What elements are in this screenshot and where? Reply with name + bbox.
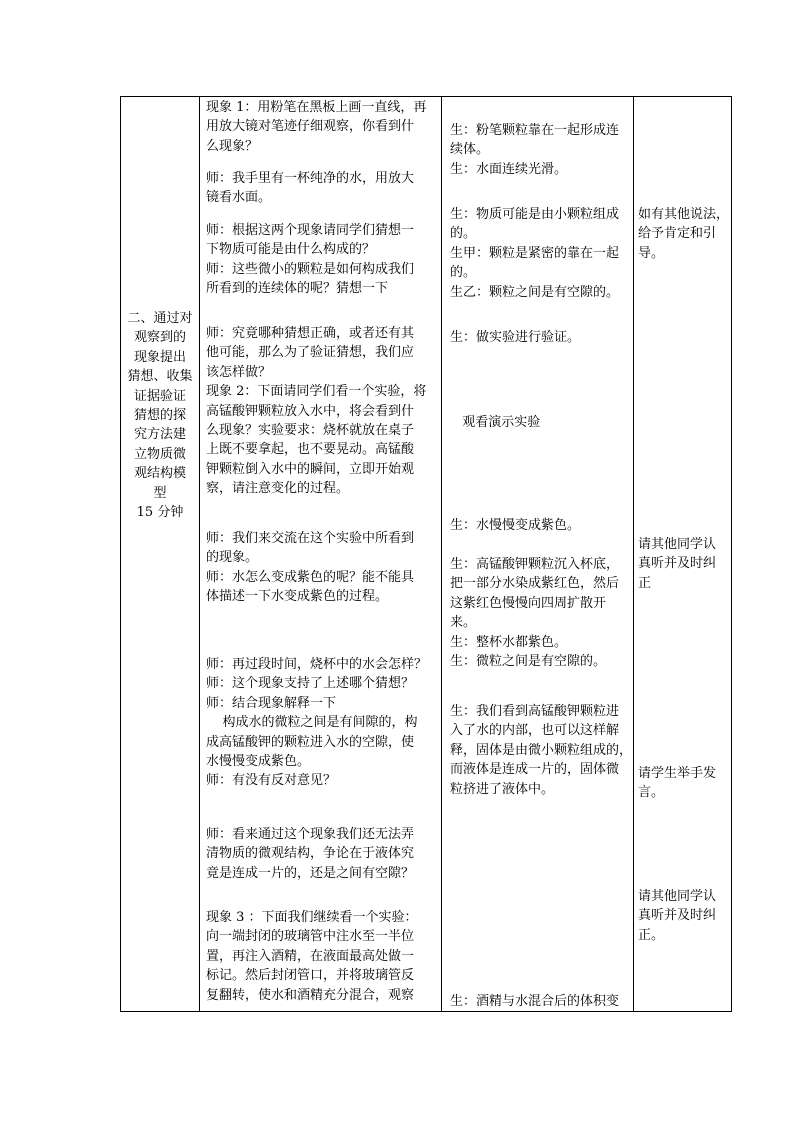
notes-column <box>634 97 731 1011</box>
text-line: 师：我们来交流在这个实验中所看到 <box>206 531 415 546</box>
teacher-paragraph <box>206 324 426 499</box>
text-line: 镜看水面。 <box>206 190 272 206</box>
text-line: 现象 3 ：下面我们继续看一个实验： <box>206 910 418 925</box>
text-line: 清物质的微观结构，争论在于液体究 <box>206 846 415 862</box>
text-line: 该怎样做？ <box>206 364 272 380</box>
text-line: 师：根据这两个现象请同学们猜想一 <box>206 223 415 238</box>
teacher-paragraph <box>206 169 414 208</box>
text-line: 入了水的内部，也可以这样解 <box>450 723 620 739</box>
text-line: 向一端封闭的玻璃管中注水至一半位 <box>206 929 415 945</box>
student-paragraph <box>450 992 619 1011</box>
student-paragraph <box>450 328 580 347</box>
text-line: 师：再过段时间，烧杯中的水会怎样？ <box>206 657 428 672</box>
stage-title-line: 立物质微 <box>133 446 186 462</box>
stage-title-line: 猜想的探 <box>133 408 186 424</box>
text-line: 钾颗粒倒入水中的瞬间，立即开始观 <box>206 461 415 477</box>
text-line: 构成水的微粒之间是有间隙的，构 <box>206 715 418 731</box>
student-paragraph <box>454 413 540 432</box>
stage-title <box>121 309 199 522</box>
text-line: 生：整杯水都紫色。 <box>450 634 568 650</box>
stage-title-line: 观结构模 <box>133 466 186 482</box>
student-paragraph <box>450 516 580 535</box>
text-line: 用放大镜对笔迹仔细观察，你看到什 <box>206 119 415 135</box>
text-line: 生：水面连续光滑。 <box>450 161 568 177</box>
text-line: 导。 <box>638 245 665 261</box>
text-line: 请其他同学认 <box>638 537 717 552</box>
stage-column <box>121 97 199 1011</box>
text-line: 体描述一下水变成紫色的过程。 <box>206 589 389 605</box>
student-paragraph <box>450 702 632 799</box>
notes-paragraph <box>638 205 729 263</box>
text-line: 标记。然后封闭管口，并将玻璃管反 <box>206 968 415 984</box>
text-line: 师：这些微小的颗粒是如何构成我们 <box>206 261 415 277</box>
text-line: 的现象。 <box>206 550 259 566</box>
teacher-paragraph <box>206 655 427 791</box>
text-line: 竟是连成一片的，还是之间有空隙？ <box>206 865 415 881</box>
notes-paragraph <box>638 764 716 803</box>
student-paragraph <box>450 555 619 671</box>
text-line: 下物质可能是由什么构成的？ <box>206 242 376 258</box>
text-line: 生：粉笔颗粒靠在一起形成连 <box>450 123 620 138</box>
text-line: 高锰酸钾颗粒放入水中，将会看到什 <box>206 403 415 419</box>
text-line: 水慢慢变成紫色。 <box>206 754 311 770</box>
text-line: 师：结合现象解释一下 <box>206 695 337 711</box>
text-line: 现象 2：下面请同学们看一个实验，将 <box>206 384 427 400</box>
text-line: 的。 <box>450 265 477 281</box>
text-line: 师：看来通过这个现象我们还无法弄 <box>206 827 415 842</box>
text-line: 生：高锰酸钾颗粒沉入杯底， <box>450 557 620 572</box>
text-line: 师：有没有反对意见？ <box>206 773 337 789</box>
text-line: 续体。 <box>450 142 490 158</box>
stage-title-line: 究方法建 <box>133 427 186 443</box>
text-line: 生：做实验进行验证。 <box>450 330 581 345</box>
text-line: 置，再注入酒精，在液面最高处做一 <box>206 948 415 964</box>
text-line: 成高锰酸钾的颗粒进入水的空隙，使 <box>206 734 415 750</box>
stage-duration: 15 分钟 <box>136 505 184 521</box>
text-line: 复翻转，使水和酒精充分混合，观察 <box>206 987 415 1003</box>
text-line: 释，固体是由微小颗粒组成的， <box>450 742 633 758</box>
text-line: 生乙：颗粒之间是有空隙的。 <box>450 284 620 300</box>
text-line: 师：水怎么变成紫色的呢？能不能具 <box>206 569 415 585</box>
text-line: 正。 <box>638 927 665 943</box>
text-line: 生甲：颗粒是紧密的靠在一起 <box>450 245 620 261</box>
text-line: 把一部分水染成紫红色，然后 <box>450 576 620 592</box>
notes-paragraph <box>638 535 716 593</box>
text-line: 给予肯定和引 <box>638 226 717 242</box>
student-column <box>442 97 633 1011</box>
text-line: 所看到的连续体的呢？猜想一下 <box>206 281 389 297</box>
stage-title-line: 证据验证 <box>133 388 186 404</box>
teacher-paragraph <box>206 908 418 1005</box>
text-line: 言。 <box>638 785 665 801</box>
text-line: 么现象？ <box>206 138 259 154</box>
text-line: 生：我们看到高锰酸钾颗粒进 <box>450 704 620 719</box>
text-line: 请学生举手发 <box>638 766 717 781</box>
text-line: 察，请注意变化的过程。 <box>206 481 350 497</box>
student-paragraph <box>450 205 619 302</box>
stage-title-line: 二、通过对 <box>127 311 193 326</box>
text-line: 么现象？实验要求：烧杯就放在桌子 <box>206 423 415 439</box>
teacher-column <box>200 97 441 1011</box>
stage-title-line: 猜想、收集 <box>127 369 193 385</box>
text-line: 请其他同学认 <box>638 889 717 904</box>
text-line: 如有其他说法， <box>638 207 730 222</box>
teacher-paragraph <box>206 529 414 607</box>
text-line: 真听并及时纠 <box>638 556 717 572</box>
text-line: 师：究竟哪种猜想正确，或者还有其 <box>206 326 415 341</box>
text-line: 生：酒精与水混合后的体积变 <box>450 994 620 1009</box>
text-line: 正 <box>638 575 652 591</box>
text-line: 这紫红色慢慢向四周扩散开 <box>450 595 607 611</box>
notes-paragraph <box>638 887 716 945</box>
text-line: 师：这个现象支持了上述哪个猜想？ <box>206 676 415 692</box>
text-line: 的。 <box>450 226 477 242</box>
text-line: 现象 1：用粉笔在黑板上画一直线，再 <box>206 100 427 115</box>
text-line: 来。 <box>450 615 477 631</box>
teacher-paragraph <box>206 98 426 156</box>
text-line: 上既不要拿起，也不要晃动。高锰酸 <box>206 442 415 458</box>
text-line: 他可能，那么为了验证猜想，我们应 <box>206 345 415 361</box>
teacher-paragraph <box>206 221 414 299</box>
stage-title-line: 观察到的 <box>133 330 186 346</box>
stage-title-line: 现象提出 <box>133 349 186 365</box>
stage-title-line: 型 <box>153 485 167 501</box>
text-line: 粒挤进了液体中。 <box>450 781 555 797</box>
text-line: 真听并及时纠 <box>638 908 717 924</box>
text-line: 生：水慢慢变成紫色。 <box>450 518 581 533</box>
student-paragraph <box>450 121 619 179</box>
text-line: 生：物质可能是由小颗粒组成 <box>450 207 620 222</box>
lesson-plan-table <box>120 96 732 1012</box>
text-line: 而液体是连成一片的，固体微 <box>450 762 620 778</box>
teacher-paragraph <box>206 825 414 883</box>
text-line: 师：我手里有一杯纯净的水，用放大 <box>206 171 415 186</box>
text-line: 生：微粒之间是有空隙的。 <box>450 654 607 670</box>
text-line: 观看演示实验 <box>454 415 541 430</box>
